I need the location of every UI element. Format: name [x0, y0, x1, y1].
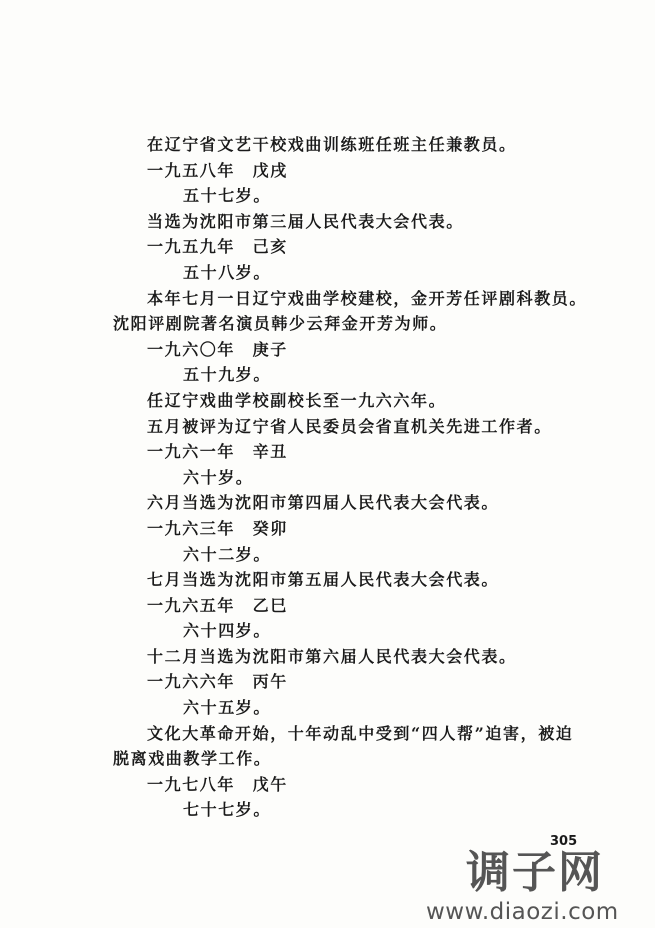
age-line: 六十四岁。: [183, 621, 272, 641]
age-line: 五十九岁。: [183, 365, 272, 385]
year-heading: 一九七八年 戊午: [147, 774, 288, 794]
year-heading: 一九六〇年 庚子: [147, 339, 288, 359]
age-line: 五十八岁。: [183, 262, 272, 282]
paragraph-line: 六月当选为沈阳市第四届人民代表大会代表。: [147, 493, 500, 513]
age-line: 六十五岁。: [183, 698, 272, 718]
year-heading: 一九六一年 辛丑: [147, 442, 288, 462]
age-line: 六十岁。: [183, 467, 254, 487]
year-heading: 一九六五年 乙巳: [147, 595, 288, 615]
paragraph-line: 十二月当选为沈阳市第六届人民代表大会代表。: [147, 646, 517, 666]
paragraph-continuation: 脱离戏曲教学工作。: [113, 749, 272, 769]
paragraph-line: 文化大革命开始，十年动乱中受到“四人帮”迫害，被迫: [147, 723, 574, 743]
watermark-title: 调子网: [466, 847, 604, 898]
age-line: 七十七岁。: [183, 800, 272, 820]
age-line: 五十七岁。: [183, 186, 272, 206]
paragraph-line: 本年七月一日辽宁戏曲学校建校，金开芳任评剧科教员。: [147, 288, 588, 308]
paragraph-line: 在辽宁省文艺干校戏曲训练班任班主任兼教员。: [147, 135, 517, 154]
paragraph-line: 当选为沈阳市第三届人民代表大会代表。: [147, 211, 464, 231]
watermark-url: www.diaozi.com: [426, 899, 619, 925]
year-heading: 一九五八年 戊戌: [147, 160, 288, 180]
year-heading: 一九五九年 己亥: [147, 237, 288, 257]
page-body: [113, 132, 648, 823]
paragraph-line: 七月当选为沈阳市第五届人民代表大会代表。: [147, 570, 500, 590]
paragraph-line: 任辽宁戏曲学校副校长至一九六六年。: [147, 390, 447, 410]
paragraph-line: 五月被评为辽宁省人民委员会省直机关先进工作者。: [147, 416, 552, 436]
year-heading: 一九六三年 癸卯: [147, 518, 288, 538]
paragraph-continuation: 沈阳评剧院著名演员韩少云拜金开芳为师。: [113, 314, 448, 334]
page-number: 305: [550, 834, 578, 849]
age-line: 六十二岁。: [183, 544, 272, 564]
year-heading: 一九六六年 丙午: [147, 672, 288, 692]
